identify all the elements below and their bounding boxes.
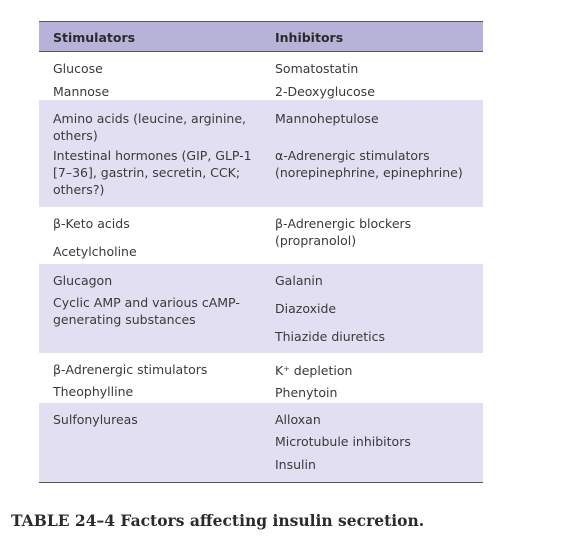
stimulator-cell: Intestinal hormones (GIP, GLP-1 xyxy=(53,148,252,163)
inhibitor-cell: α-Adrenergic stimulators xyxy=(275,148,430,163)
stimulator-cell: Cyclic AMP and various cAMP- xyxy=(53,295,240,310)
inhibitor-cell: (norepinephrine, epinephrine) xyxy=(275,165,463,180)
header-stimulators: Stimulators xyxy=(53,30,136,45)
stimulator-cell: Theophylline xyxy=(53,384,134,399)
stimulator-cell: others) xyxy=(53,128,98,143)
table-row-group xyxy=(39,353,483,403)
stimulator-cell: Acetylcholine xyxy=(53,244,137,259)
inhibitor-cell: Thiazide diuretics xyxy=(275,329,385,344)
stimulator-cell: Mannose xyxy=(53,84,110,99)
inhibitor-cell: (propranolol) xyxy=(275,233,357,248)
inhibitor-cell: Microtubule inhibitors xyxy=(275,434,411,449)
inhibitor-cell: K⁺ depletion xyxy=(275,363,353,378)
table-row-group xyxy=(39,207,483,264)
table-header-row xyxy=(39,21,483,52)
stimulator-cell: Glucagon xyxy=(53,273,113,288)
insulin-factors-table xyxy=(39,21,483,483)
table-row-group xyxy=(39,100,483,207)
inhibitor-cell: Diazoxide xyxy=(275,301,337,316)
table-row-group xyxy=(39,403,483,482)
table-row-group xyxy=(39,52,483,100)
inhibitor-cell: Alloxan xyxy=(275,412,321,427)
inhibitor-cell: Somatostatin xyxy=(275,61,359,76)
inhibitor-cell: Mannoheptulose xyxy=(275,111,379,126)
stimulator-cell: Glucose xyxy=(53,61,103,76)
stimulator-cell: β-Adrenergic stimulators xyxy=(53,362,208,377)
table-row-group xyxy=(39,264,483,353)
stimulator-cell: [7–36], gastrin, secretin, CCK; xyxy=(53,165,241,180)
header-inhibitors: Inhibitors xyxy=(275,30,344,45)
inhibitor-cell: Phenytoin xyxy=(275,385,338,400)
stimulator-cell: β-Keto acids xyxy=(53,216,130,231)
inhibitor-cell: Insulin xyxy=(275,457,316,472)
stimulator-cell: others?) xyxy=(53,182,105,197)
stimulator-cell: Sulfonylureas xyxy=(53,412,138,427)
inhibitor-cell: Galanin xyxy=(275,273,323,288)
stimulator-cell: Amino acids (leucine, arginine, xyxy=(53,111,247,126)
stimulator-cell: generating substances xyxy=(53,312,196,327)
table-caption: TABLE 24–4 Factors affecting insulin secretion. xyxy=(11,511,425,530)
inhibitor-cell: β-Adrenergic blockers xyxy=(275,216,412,231)
inhibitor-cell: 2-Deoxyglucose xyxy=(275,84,375,99)
